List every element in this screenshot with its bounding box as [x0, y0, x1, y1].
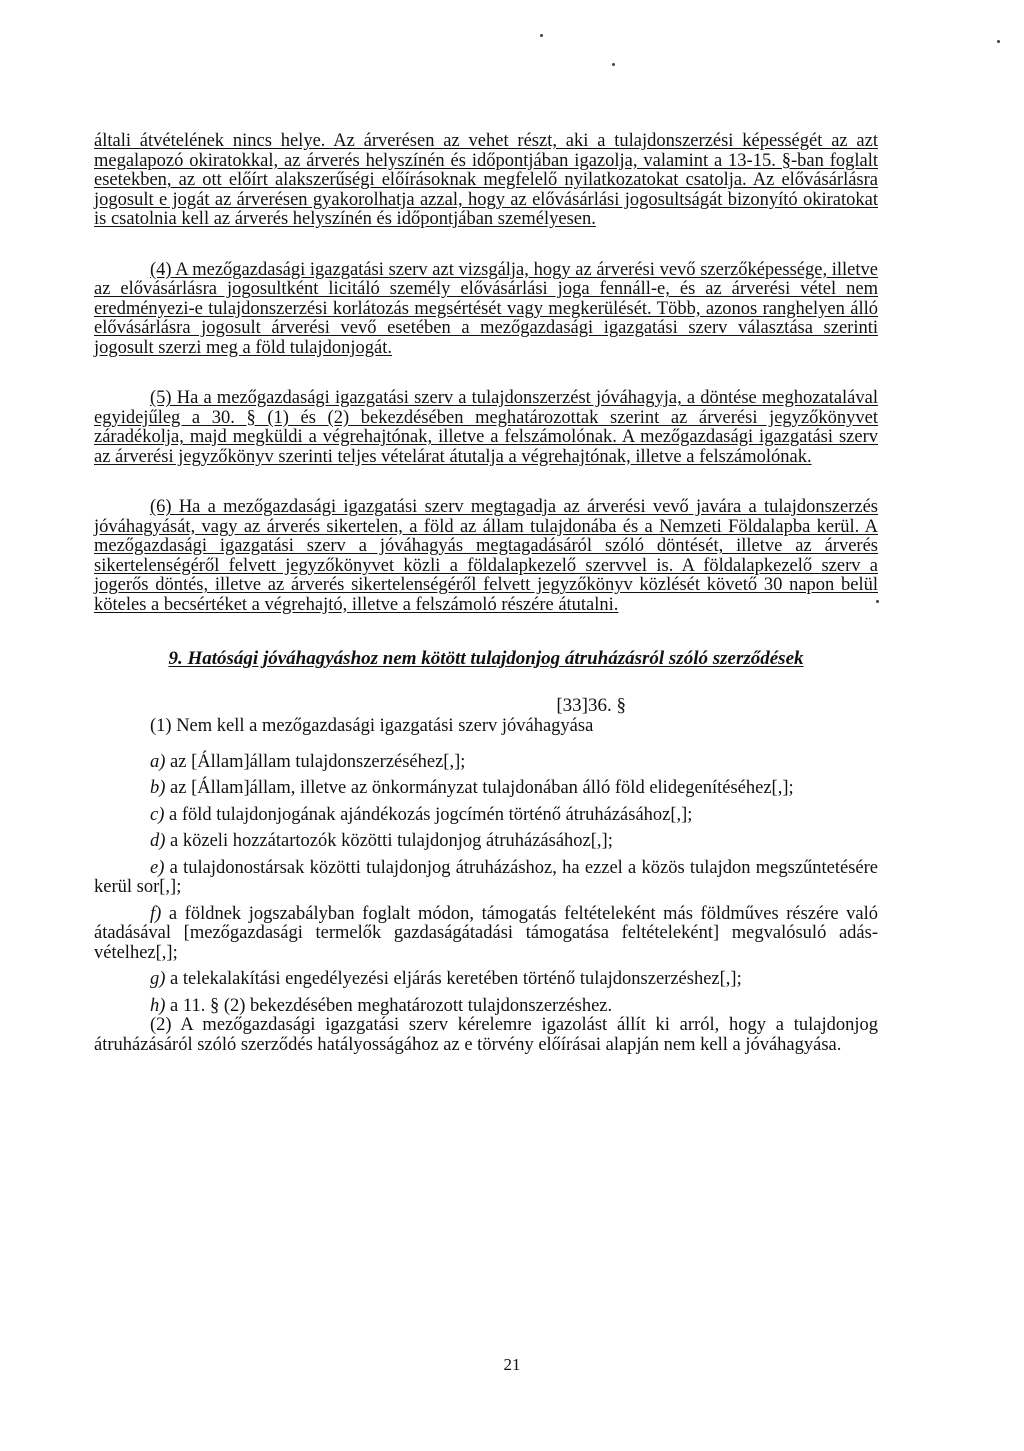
section-number: [33]36. § [556, 695, 626, 716]
subsection-2: (2) A mezőgazdasági igazgatási szerv kérelemre igazolást állít ki arról, hogy a tulajdonjog átruházásáról szóló szerződés hatályosságához az e törvény előírásai alapján nem kell a jóváhagyása. [94, 1015, 878, 1055]
item-text: a közeli hozzátartozók közötti tulajdonjog átruházásához[,]; [170, 831, 613, 851]
list-item-f [94, 905, 878, 964]
item-text: a 11. § (2) bekezdésében meghatározott tulajdonszerzéshez. [170, 995, 613, 1016]
scan-speck [612, 63, 615, 66]
list-item-b [94, 779, 878, 799]
item-letter: d) [150, 831, 166, 851]
scan-speck [540, 34, 543, 37]
subsection-1-intro: (1) Nem kell a mezőgazdasági igazgatási szerv jóváhagyása [150, 716, 594, 736]
paragraph-continuation: általi átvételének nincs helye. Az árverésen az vehet részt, aki a tulajdonszerzési képességét az azt megalapozó okiratokkal, az árverés helyszínén és időpontjában igazolja, valamint a 13-15. §-ban foglalt esetekben, az ott előírt alakszerűségi előírásoknak megfelelő nyilatkozatokat csatolja. Az elővásárlásra jogosult e jogát az árverésen gyakorolhatja azzal, hogy az elővásárlási jogosultságát bizonyító okiratokat is csatolnia kell az árverés helyszínén és időpontjában személyesen. [94, 131, 878, 229]
scan-speck [997, 40, 1000, 43]
item-text: az [Állam]állam tulajdonszerzéséhez[,]; [170, 751, 466, 772]
scan-speck [876, 600, 879, 603]
document-page [94, 132, 878, 1055]
item-letter: f) [150, 903, 162, 924]
list-item-a [94, 753, 878, 773]
item-letter: e) [150, 857, 165, 878]
item-letter: b) [150, 778, 166, 798]
item-letter: c) [150, 804, 165, 825]
item-letter: h) [150, 995, 166, 1016]
item-text: a tulajdonostársak közötti tulajdonjog átruházáshoz, ha ezzel a közös tulajdon megszűntetésére kerül sor[,]; [94, 857, 879, 897]
paragraph-subsection-5: (5) Ha a mezőgazdasági igazgatási szerv a tulajdonszerzést jóváhagyja, a döntése meghozatalával egyidejűleg a 30. § (1) és (2) bekezdésében meghatározottak szerint az árverési jegyzőkönyvet záradékolja, majd megküldi a végrehajtónak, illetve a felszámolónak. A mezőgazdasági igazgatási szerv az árverési jegyzőkönyv szerinti teljes vételárat átutalja a végrehajtónak, illetve a felszámolónak. [94, 388, 878, 467]
list-item-g [94, 970, 878, 990]
page-number: 21 [503, 1355, 521, 1374]
item-letter: a) [150, 751, 166, 772]
list-item-h [94, 997, 878, 1017]
item-text: az [Állam]állam, illetve az önkormányzat tulajdonában álló föld elidegenítéséhez[,]; [170, 778, 794, 798]
paragraph-subsection-6: (6) Ha a mezőgazdasági igazgatási szerv megtagadja az árverési vevő javára a tulajdonszerzés jóváhagyását, vagy az árverés sikertelen, a föld az állam tulajdonába és a Nemzeti Földalapba kerül. A mezőgazdasági igazgatási szerv a jóváhagyás megtagadásáról szóló döntését, illetve az árverés sikertelenségéről felvett jegyzőkönyvet közli a földalapkezelő szervvel is. A földalapkezelő szerv a jogerős döntés, illetve az árverés sikertelenségéről felvett jegyzőkönyv közlését követő 30 napon belül köteles a becsértéket a végrehajtó, illetve a felszámoló részére átutalni. [94, 497, 878, 615]
item-text: a föld tulajdonjogának ajándékozás jogcímén történő átruházásához[,]; [169, 804, 693, 825]
paragraph-subsection-4: (4) A mezőgazdasági igazgatási szerv azt vizsgálja, hogy az árverési vevő szerzőképessége, illetve az elővásárlásra jogosultként licitáló személy elővásárlási joga fennáll-e, és az árverési vétel nem eredményezi-e tulajdonszerzési korlátozás megsértését vagy megkerülését. Több, azonos ranghelyen álló elővásárlásra jogosult árverési vevő esetében a mezőgazdasági igazgatási szerv választása szerinti jogosult szerzi meg a föld tulajdonjogát. [94, 259, 878, 358]
item-text: a földnek jogszabályban foglalt módon, támogatás feltételeként más földműves részére való átadásával [mezőgazdasági termelők gazdaságátadási támogatása feltételeként] megvalósuló adás-vételhez[,]; [94, 903, 879, 963]
chapter-heading: 9. Hatósági jóváhagyáshoz nem kötött tulajdonjog átruházásról szóló szerződések [168, 648, 804, 669]
item-letter: g) [150, 969, 166, 989]
list-item-c [94, 806, 878, 826]
list-item-d [94, 832, 878, 852]
item-text: a telekalakítási engedélyezési eljárás keretében történő tulajdonszerzéshez[,]; [170, 969, 742, 989]
list-item-e [94, 859, 878, 898]
